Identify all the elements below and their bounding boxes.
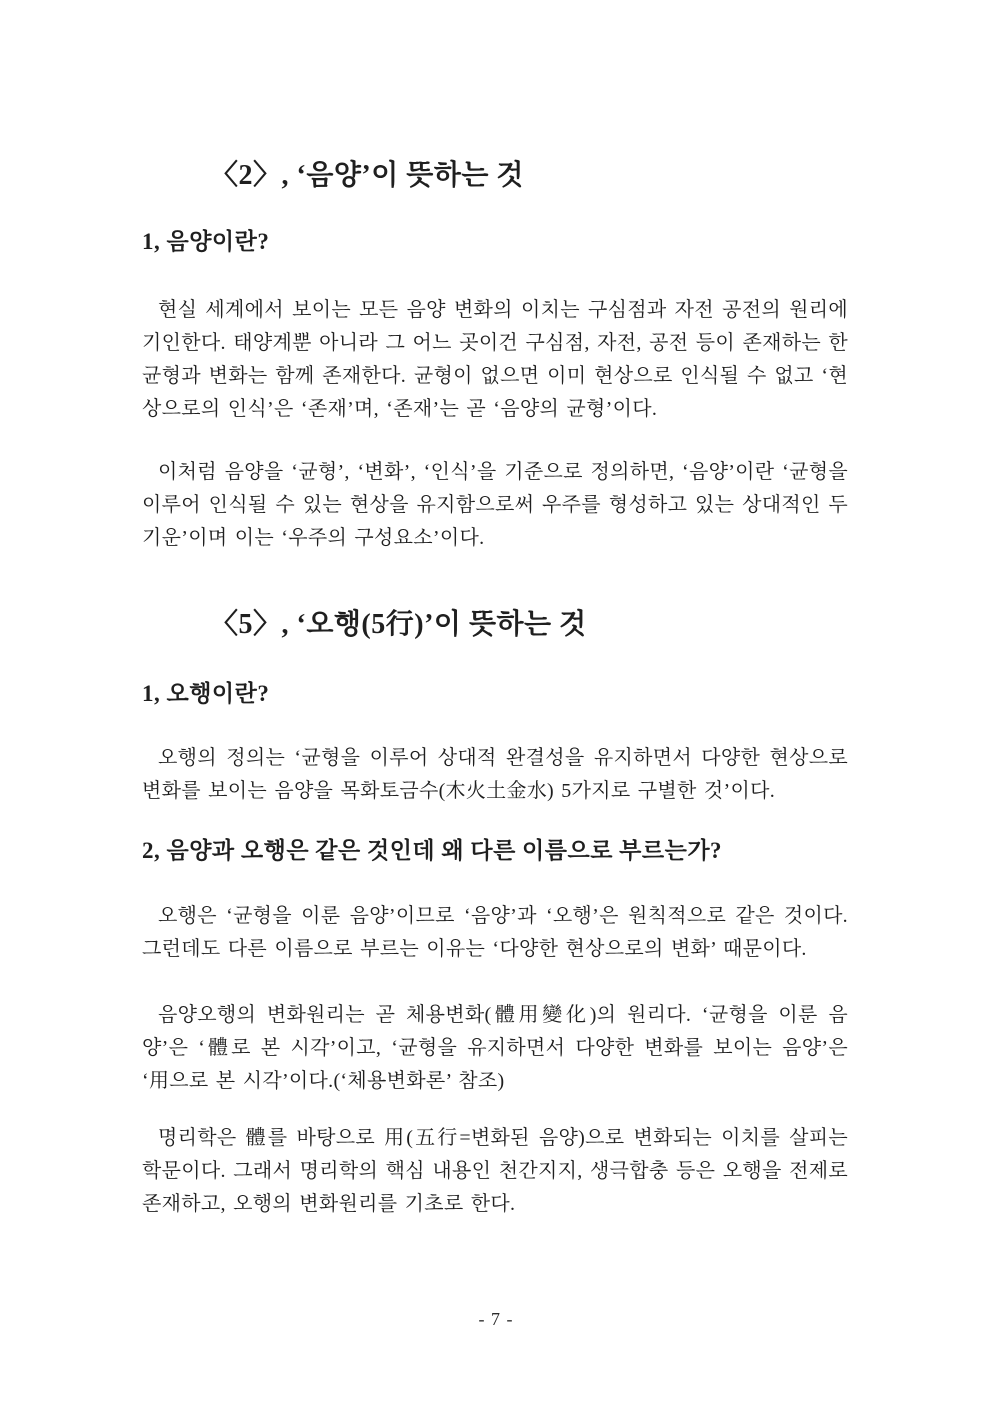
paragraph-yinyang-definition: 이처럼 음양을 ‘균형’, ‘변화’, ‘인식’을 기준으로 정의하면, ‘음양’이란 ‘균형을 이루어 인식될 수 있는 현상을 유지함으로써 우주를 형성하고 있는 상대적인 두 기운’이며 이는 ‘우주의 구성요소’이다.: [142, 461, 848, 549]
heading-what-is-yinyang: 1, 음양이란?: [142, 229, 270, 254]
paragraph-myeongnihak: 명리학은 體를 바탕으로 用(五行=변화된 음양)으로 변화되는 이치를 살피는 학문이다. 그래서 명리학의 핵심 내용인 천간지지, 생극합충 등은 오행을 전제로 존재하고, 오행의 변화원리를 기초로 한다.: [142, 1127, 848, 1215]
paragraph-ohaeng-definition: 오행의 정의는 ‘균형을 이루어 상대적 완결성을 유지하면서 다양한 현상으로 변화를 보이는 음양을 목화토금수(木火土金水) 5가지로 구별한 것’이다.: [142, 747, 848, 802]
heading-why-different-names: 2, 음양과 오행은 같은 것인데 왜 다른 이름으로 부르는가?: [142, 838, 723, 863]
paragraph-yinyang-principle: 현실 세계에서 보이는 모든 음양 변화의 이치는 구심점과 자전 공전의 원리에 기인한다. 태양계뿐 아니라 그 어느 곳이건 구심점, 자전, 공전 등이 존재하는 한 균형과 변화는 함께 존재한다. 균형이 없으면 이미 현상으로 인식될 수 없고 ‘현상으로의 인식’은 ‘존재’며, ‘존재’는 곧 ‘음양의 균형’이다.: [142, 299, 848, 420]
paragraph-cheyong-change: 음양오행의 변화원리는 곧 체용변화(體用變化)의 원리다. ‘균형을 이룬 음양’은 ‘體로 본 시각’이고, ‘균형을 유지하면서 다양한 변화를 보이는 음양’은 ‘用으로 본 시각’이다.(‘체용변화론’ 참조): [142, 1004, 848, 1092]
section-title-ohaeng: 〈5〉, ‘오행(5行)’이 뜻하는 것: [210, 609, 587, 640]
paragraph-same-but-different: 오행은 ‘균형을 이룬 음양’이므로 ‘음양’과 ‘오행’은 원칙적으로 같은 것이다. 그런데도 다른 이름으로 부르는 이유는 ‘다양한 현상으로의 변화’ 때문이다.: [142, 905, 848, 960]
page-number: - 7 -: [478, 1309, 514, 1329]
section-title-yinyang: 〈2〉, ‘음양’이 뜻하는 것: [210, 160, 524, 191]
heading-what-is-ohaeng: 1, 오행이란?: [142, 681, 270, 706]
